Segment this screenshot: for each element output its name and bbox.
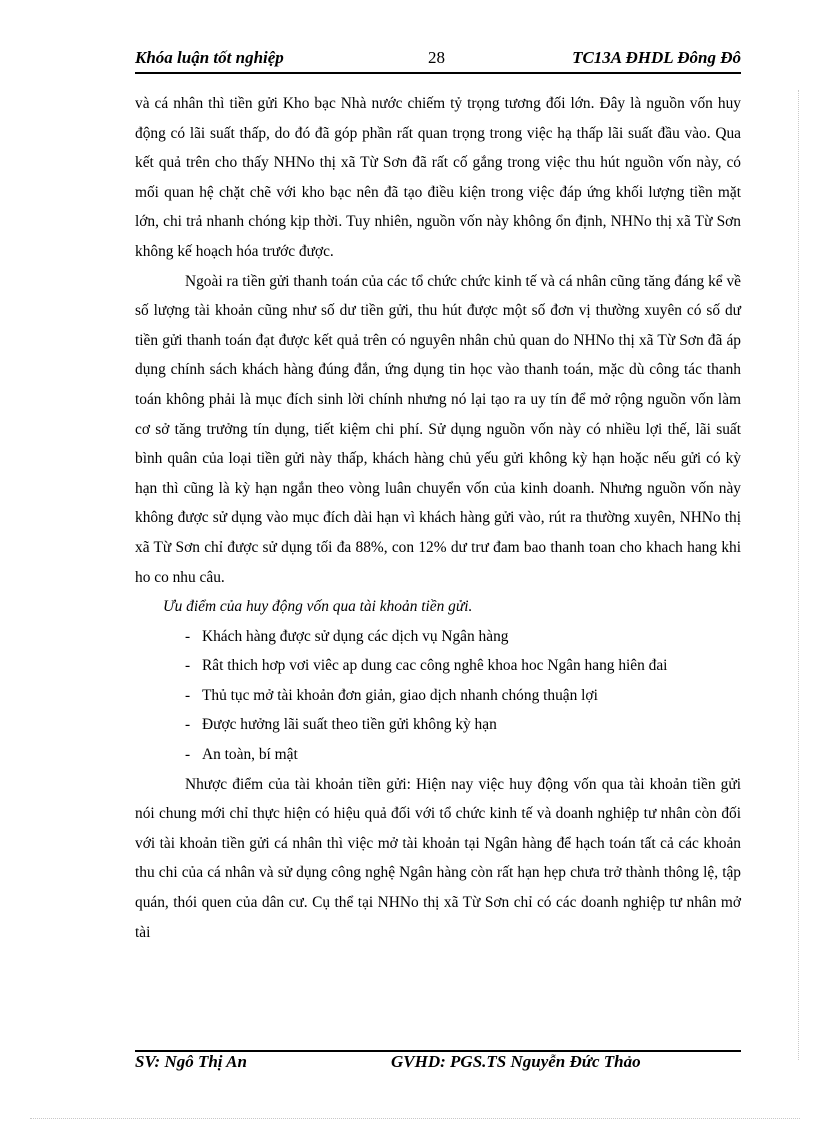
- bullet-dash: -: [185, 627, 191, 645]
- footer-advisor: GVHD: PGS.TS Nguyễn Đức Thảo: [391, 1052, 641, 1071]
- list-item-text: Khách hàng được sử dụng các dịch vụ Ngân hàng: [202, 627, 509, 645]
- list-item-text: Thủ tục mở tài khoản đơn giản, giao dịch nhanh chóng thuận lợi: [202, 686, 598, 704]
- footer-student: SV: Ngô Thị An: [135, 1052, 247, 1071]
- page-border-right: [798, 90, 799, 1060]
- advantages-list: [135, 622, 741, 770]
- header-title: Khóa luận tốt nghiệp: [135, 48, 284, 67]
- list-item: [135, 622, 741, 652]
- page-number: 28: [428, 48, 445, 67]
- advantages-heading: Ưu điểm của huy động vốn qua tài khoản tiền gửi.: [163, 598, 473, 616]
- list-item: [135, 651, 741, 681]
- list-item-text: Được hưởng lãi suất theo tiền gửi không kỳ hạn: [202, 716, 497, 734]
- bullet-dash: -: [185, 686, 191, 704]
- list-item: [135, 710, 741, 740]
- list-item-text: Rât thich hơp vơi viêc ap dung cac công nghê khoa hoc Ngân hang hiên đai: [202, 657, 668, 675]
- paragraph-2: Ngoài ra tiền gửi thanh toán của các tổ chức chức kinh tế và cá nhân cũng tăng đáng kể về số lượng tài khoản cũng như số dư tiền gửi, thu hút được một số đơn vị thường xuyên có số dư tiền gửi thanh toán đạt được kết quả trên có nguyên nhân chủ quan do NHNo thị xã Từ Sơn đã áp dụng chính sách khách hàng đúng đắn, ứng dụng tin học vào thanh toán, mặc dù công tác thanh toán không phải là mục đích sinh lời chính nhưng nó lại tạo ra uy tín để mở rộng nguồn vốn làm cơ sở tăng trưởng tín dụng, tiết kiệm chi phí. Sử dụng nguồn vốn này có nhiều lợi thế, lãi suất bình quân của loại tiền gửi này thấp, khách hàng chủ yếu gửi không kỳ hạn hoặc nếu gửi có kỳ hạn thì cũng là kỳ hạn ngắn theo vòng luân chuyển vốn của kinh doanh. Nhưng nguồn vốn này không được sử dụng vào mục đích dài hạn vì khách hàng gửi vào, rút ra thường xuyên, NHNo thị xã Từ Sơn chỉ được sử dụng tối đa 88%, con 12% dư trư đam bao thanh toan cho khach hang khi ho co nhu câu.: [135, 272, 741, 586]
- header-divider: [135, 72, 741, 74]
- list-item: [135, 681, 741, 711]
- paragraph-3: Nhược điểm của tài khoản tiền gửi: Hiện nay việc huy động vốn qua tài khoản tiền gửi nói chung mới chỉ thực hiện có hiệu quả đối với tổ chức kinh tế và doanh nghiệp tư nhân còn đối với tài khoản tiền gửi cá nhân thì việc mở tài khoản tại Ngân hàng để hạch toán tất cả các khoản thu chi của cá nhân và sử dụng công nghệ Ngân hàng còn rất hạn hẹp chưa trở thành thông lệ, tập quán, thói quen của dân cư. Cụ thể tại NHNo thị xã Từ Sơn chỉ có các doanh nghiệp tư nhân mở tài: [135, 775, 741, 941]
- paragraph-1: và cá nhân thì tiền gửi Kho bạc Nhà nước chiếm tỷ trọng tương đối lớn. Đây là nguồn vốn huy động có lãi suất thấp, do đó đã góp phần rất quan trọng trong việc hạ thấp lãi suất đầu vào. Qua kết quả trên cho thấy NHNo thị xã Từ Sơn đã rất cố gắng trong việc thu hút nguồn vốn này, có mối quan hệ chặt chẽ với kho bạc nên đã tạo điều kiện trong việc đáp ứng khối lượng tiền mặt lớn, chi trả nhanh chóng kịp thời. Tuy nhiên, nguồn vốn này không ổn định, NHNo thị xã Từ Sơn không kế hoạch hóa trước được.: [135, 95, 741, 260]
- page-header: [135, 48, 741, 72]
- bullet-dash: -: [185, 746, 191, 764]
- header-school: TC13A ĐHDL Đông Đô: [572, 48, 741, 67]
- page-footer: [135, 1052, 741, 1078]
- page-border-bottom: [30, 1118, 800, 1119]
- bullet-dash: -: [185, 657, 191, 675]
- bullet-dash: -: [185, 716, 191, 734]
- list-item-text: An toàn, bí mật: [202, 746, 298, 764]
- page-body: [135, 89, 741, 947]
- list-item: [135, 740, 741, 770]
